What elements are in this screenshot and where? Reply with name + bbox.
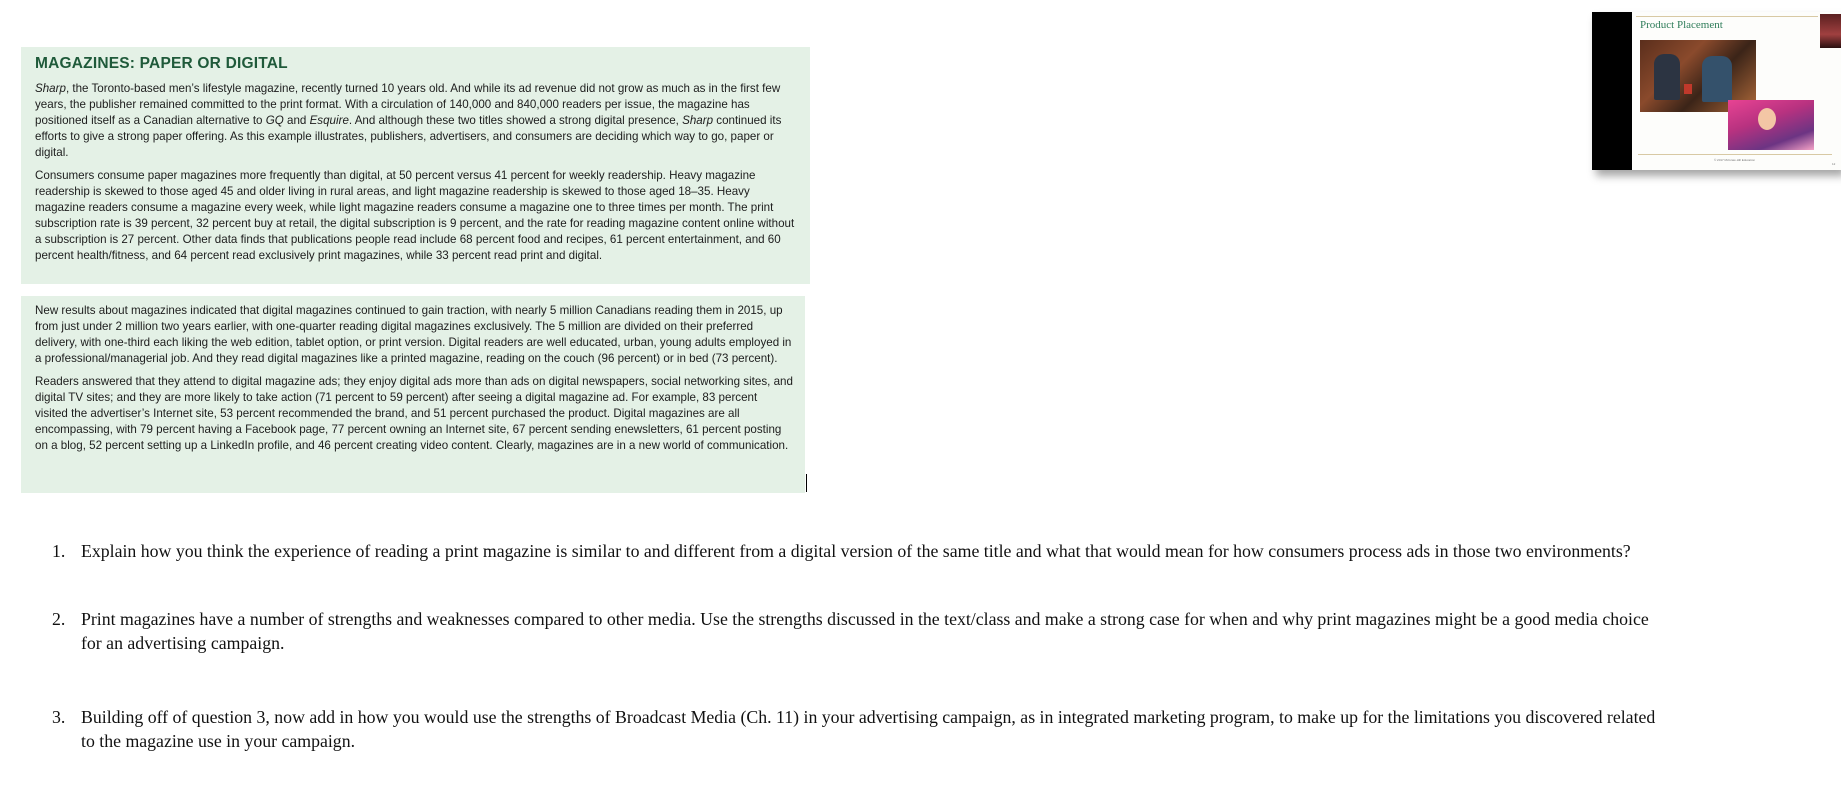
case-study-title: MAGAZINES: PAPER OR DIGITAL	[35, 55, 288, 72]
case-paragraph-4: Readers answered that they attend to digital magazine ads; they enjoy digital ads more than ads on digital newspapers, social networking sites, and digital TV sites; and they are more likely to take action (71 percent to 59 percent) after seeing a digital magazine ad. For example, 83 percent visited the advertiser’s Internet site, 53 percent recommended the brand, and 51 percent purchased the product. Digital magazines are all encompassing, with 79 percent having a Facebook page, 77 percent owning an Internet site, 67 percent sending enewsletters, 61 percent posting on a blog, 52 percent setting up a LinkedIn profile, and 46 percent creating video content. Clearly, magazines are in a new world of communication.	[35, 375, 793, 452]
slide-canvas	[1632, 12, 1841, 170]
case-study-box-top	[21, 47, 810, 284]
slide-top-rule	[1636, 16, 1818, 17]
drink-glass	[1684, 84, 1692, 94]
case-study-box-bottom	[21, 296, 805, 493]
case-paragraph-1-part-a: , the Toronto-based men’s lifestyle magazine, recently turned 10 years old. And while its ad revenue did not grow as much as in the first few years, the publisher remained committed to the print format. With a circulation of 140,000 and 840,000 readers per issue, the magazine has positioned itself as a Canadian alternative to	[35, 82, 781, 127]
question-number: 1.	[52, 541, 66, 561]
question-text-line: to the magazine use in your campaign.	[81, 731, 356, 751]
slide-photo-pink-scene	[1728, 100, 1814, 150]
person-figure-left	[1654, 54, 1680, 100]
case-paragraph-3: New results about magazines indicated that digital magazines continued to gain traction, with nearly 5 million Canadians reading them in 2015, up from just under 2 million two years earlier, with one-quarter reading digital magazines exclusively. The 5 million are divided on their preferred delivery, with one-third each liking the web edition, tablet option, or print version. Digital readers are well educated, urban, young adults employed in a professional/managerial job. And they read digital magazines like a printed magazine, reading on the couch (96 percent) or in bed (73 percent).	[35, 304, 792, 365]
text-cursor	[806, 474, 807, 492]
magazine-name-sharp-2: Sharp	[682, 114, 714, 127]
conjunction-and: and	[283, 114, 310, 127]
question-number: 2.	[52, 609, 66, 629]
magazine-name-gq: GQ	[265, 114, 284, 127]
magazine-name-sharp: Sharp	[35, 82, 66, 95]
case-paragraph-1-part-c: continued its efforts to give a strong paper offering. As this example illustrates, publishers, advertisers, and consumers are deciding which way to go, paper or digital.	[35, 114, 782, 159]
slide-page-number: 12	[1832, 162, 1836, 166]
question-text-line: for an advertising campaign.	[81, 633, 285, 653]
question-text-line: Building off of question 3, now add in how you would use the strengths of Broadcast Media (Ch. 11) in your advertising campaign, as in integrated marketing program, to make up for the limitations you discovered related	[81, 707, 1656, 727]
slide-title: Product Placement	[1640, 19, 1723, 31]
case-paragraph-1-part-b: . And although these two titles showed a strong digital presence,	[348, 114, 683, 127]
case-paragraph-2: Consumers consume paper magazines more frequently than digital, at 50 percent versus 41 percent for weekly readership. Heavy magazine readership is skewed to those aged 45 and older living in rural areas, and light magazine readership is skewed to those aged 18–35. Heavy magazine readers consume a magazine every week, while light magazine readers consume a magazine one to three times per month. The print subscription rate is 39 percent, 32 percent buy at retail, the digital subscription is 9 percent, and the rate for reading magazine content online without a subscription is 27 percent. Other data finds that publications people read include 68 percent food and recipes, 61 percent entertainment, and 60 percent health/fitness, and 64 percent read exclusively print magazines, while 33 percent read print and digital.	[35, 169, 795, 262]
question-text-line: Explain how you think the experience of reading a print magazine is similar to and different from a digital version of the same title and what that would mean for how consumers process ads in those two environments?	[81, 541, 1631, 561]
case-paragraph-1	[35, 81, 798, 161]
question-number: 3.	[52, 707, 66, 727]
slide-photo-edge	[1820, 14, 1841, 48]
slide-thumbnail[interactable]	[1592, 12, 1841, 170]
person-face	[1758, 108, 1776, 130]
person-figure-right	[1702, 56, 1732, 102]
question-text-line: Print magazines have a number of strengths and weaknesses compared to other media. Use the strengths discussed in the text/class and make a strong case for when and why print magazines might be a good media choice	[81, 609, 1649, 629]
slide-copyright: © 2017 McGraw-Hill Education	[1714, 158, 1756, 162]
magazine-name-esquire: Esquire	[309, 114, 349, 127]
slide-bottom-rule	[1638, 154, 1832, 155]
